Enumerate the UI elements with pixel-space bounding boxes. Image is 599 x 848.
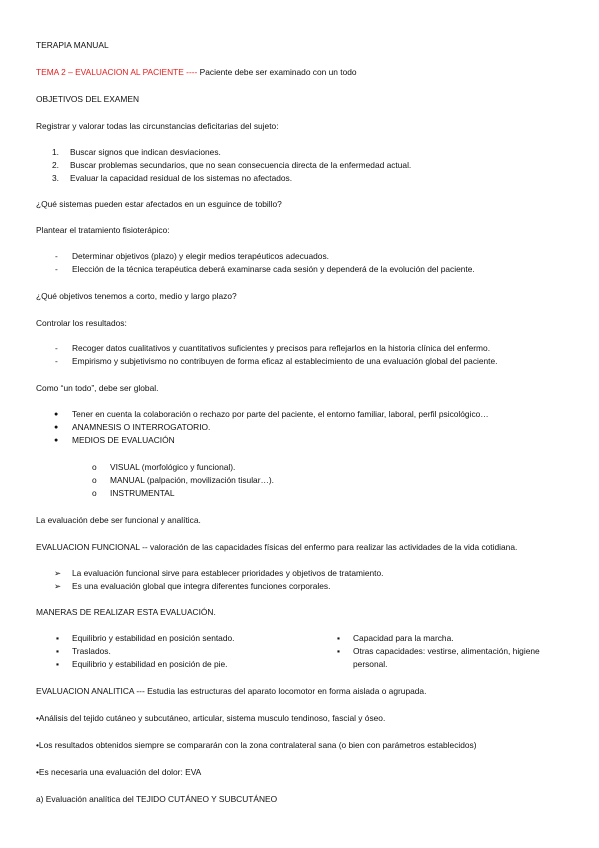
list-item: MEDIOS DE EVALUACIÓN: [72, 435, 175, 445]
plantear-heading: Plantear el tratamiento fisioterápico:: [36, 225, 170, 235]
list-marker: 1.: [52, 147, 59, 157]
list-item-continuation: personal.: [353, 659, 388, 669]
list-item: Buscar problemas secundarios, que no sean consecuencia directa de la enfermedad actual.: [70, 160, 412, 170]
list-item: Evaluar la capacidad residual de los sistemas no afectados.: [70, 173, 293, 183]
list-item: Determinar objetivos (plazo) y elegir medios terapéuticos adecuados.: [72, 251, 329, 261]
circle-bullet-icon: o: [92, 462, 97, 472]
list-item: Otras capacidades: vestirse, alimentación, higiene: [353, 646, 540, 656]
list-item: Tener en cuenta la colaboración o rechazo por parte del paciente, el entorno familiar, laboral, perfil psicológico…: [72, 409, 489, 419]
dolor-line: •Es necesaria una evaluación del dolor: EVA: [36, 767, 202, 777]
square-bullet-icon: ▪: [337, 646, 340, 656]
arrow-bullet-icon: ➢: [54, 581, 62, 591]
analisis-line: •Análisis del tejido cutáneo y subcutáneo, articular, sistema musculo tendinoso, fascial y óseo.: [36, 713, 386, 723]
list-item: Equilibrio y estabilidad en posición de pie.: [72, 659, 228, 669]
resultados-line: •Los resultados obtenidos siempre se compararán con la zona contralateral sana (o bien con parámetros establecidos): [36, 740, 477, 750]
eval-funcional: EVALUACION FUNCIONAL -- valoración de las capacidades físicas del enfermo para realizar las actividades de la vida cotidiana.: [36, 542, 518, 552]
tema-rest: Paciente debe ser examinado con un todo: [197, 67, 357, 77]
question-tobillo: ¿Qué sistemas pueden estar afectados en un esguince de tobillo?: [36, 199, 282, 209]
arrow-bullet-icon: ➢: [54, 568, 62, 578]
list-item: Elección de la técnica terapéutica deberá examinarse cada sesión y dependerá de la evolución del paciente.: [72, 264, 475, 274]
tema-line: [36, 67, 357, 78]
list-marker: -: [55, 251, 58, 261]
controlar-heading: Controlar los resultados:: [36, 318, 127, 328]
objetivos-intro: Registrar y valorar todas las circunstancias deficitarias del sujeto:: [36, 121, 279, 131]
tejido-heading: a) Evaluación analítica del TEJIDO CUTÁNEO Y SUBCUTÁNEO: [36, 794, 278, 804]
list-marker: -: [55, 356, 58, 366]
doc-title: TERAPIA MANUAL: [36, 40, 109, 50]
list-item: Capacidad para la marcha.: [353, 633, 454, 643]
maneras-heading: MANERAS DE REALIZAR ESTA EVALUACIÓN.: [36, 607, 216, 617]
square-bullet-icon: ▪: [337, 633, 340, 643]
list-item: ANAMNESIS O INTERROGATORIO.: [72, 422, 211, 432]
list-item: Empirismo y subjetivismo no contribuyen de forma eficaz al establecimiento de una evaluación global del paciente.: [72, 356, 498, 366]
circle-bullet-icon: o: [92, 488, 97, 498]
todo-line: Como “un todo”, debe ser global.: [36, 383, 159, 393]
list-item: VISUAL (morfológico y funcional).: [110, 462, 236, 472]
list-item: Equilibrio y estabilidad en posición sentado.: [72, 633, 235, 643]
list-item: Es una evaluación global que integra diferentes funciones corporales.: [72, 581, 331, 591]
list-marker: -: [55, 343, 58, 353]
list-item: Traslados.: [72, 646, 111, 656]
square-bullet-icon: ▪: [56, 659, 59, 669]
list-marker: 3.: [52, 173, 59, 183]
list-item: INSTRUMENTAL: [110, 488, 175, 498]
tema-label: TEMA 2 – EVALUACION AL PACIENTE ----: [36, 67, 198, 77]
list-item: Recoger datos cualitativos y cuantitativos suficientes y precisos para reflejarlos en la historia clínica del enfermo.: [72, 343, 491, 353]
question-objetivos: ¿Qué objetivos tenemos a corto, medio y largo plazo?: [36, 291, 237, 301]
circle-bullet-icon: o: [92, 475, 97, 485]
objetivos-heading: OBJETIVOS DEL EXAMEN: [36, 94, 140, 104]
list-marker: 2.: [52, 160, 59, 170]
list-item: MANUAL (palpación, movilización tisular…).: [110, 475, 274, 485]
square-bullet-icon: ▪: [56, 646, 59, 656]
bullet-icon: ●: [54, 424, 59, 431]
list-item: La evaluación funcional sirve para establecer prioridades y objetivos de tratamiento.: [72, 568, 384, 578]
eval-analitica: EVALUACION ANALITICA --- Estudia las estructuras del aparato locomotor en forma aislada o agrupada.: [36, 686, 427, 696]
square-bullet-icon: ▪: [56, 633, 59, 643]
bullet-icon: ●: [54, 437, 59, 444]
funcional-analitica: La evaluación debe ser funcional y analítica.: [36, 515, 201, 525]
list-item: Buscar signos que indican desviaciones.: [70, 147, 221, 157]
list-marker: -: [55, 264, 58, 274]
bullet-icon: ●: [54, 411, 59, 418]
